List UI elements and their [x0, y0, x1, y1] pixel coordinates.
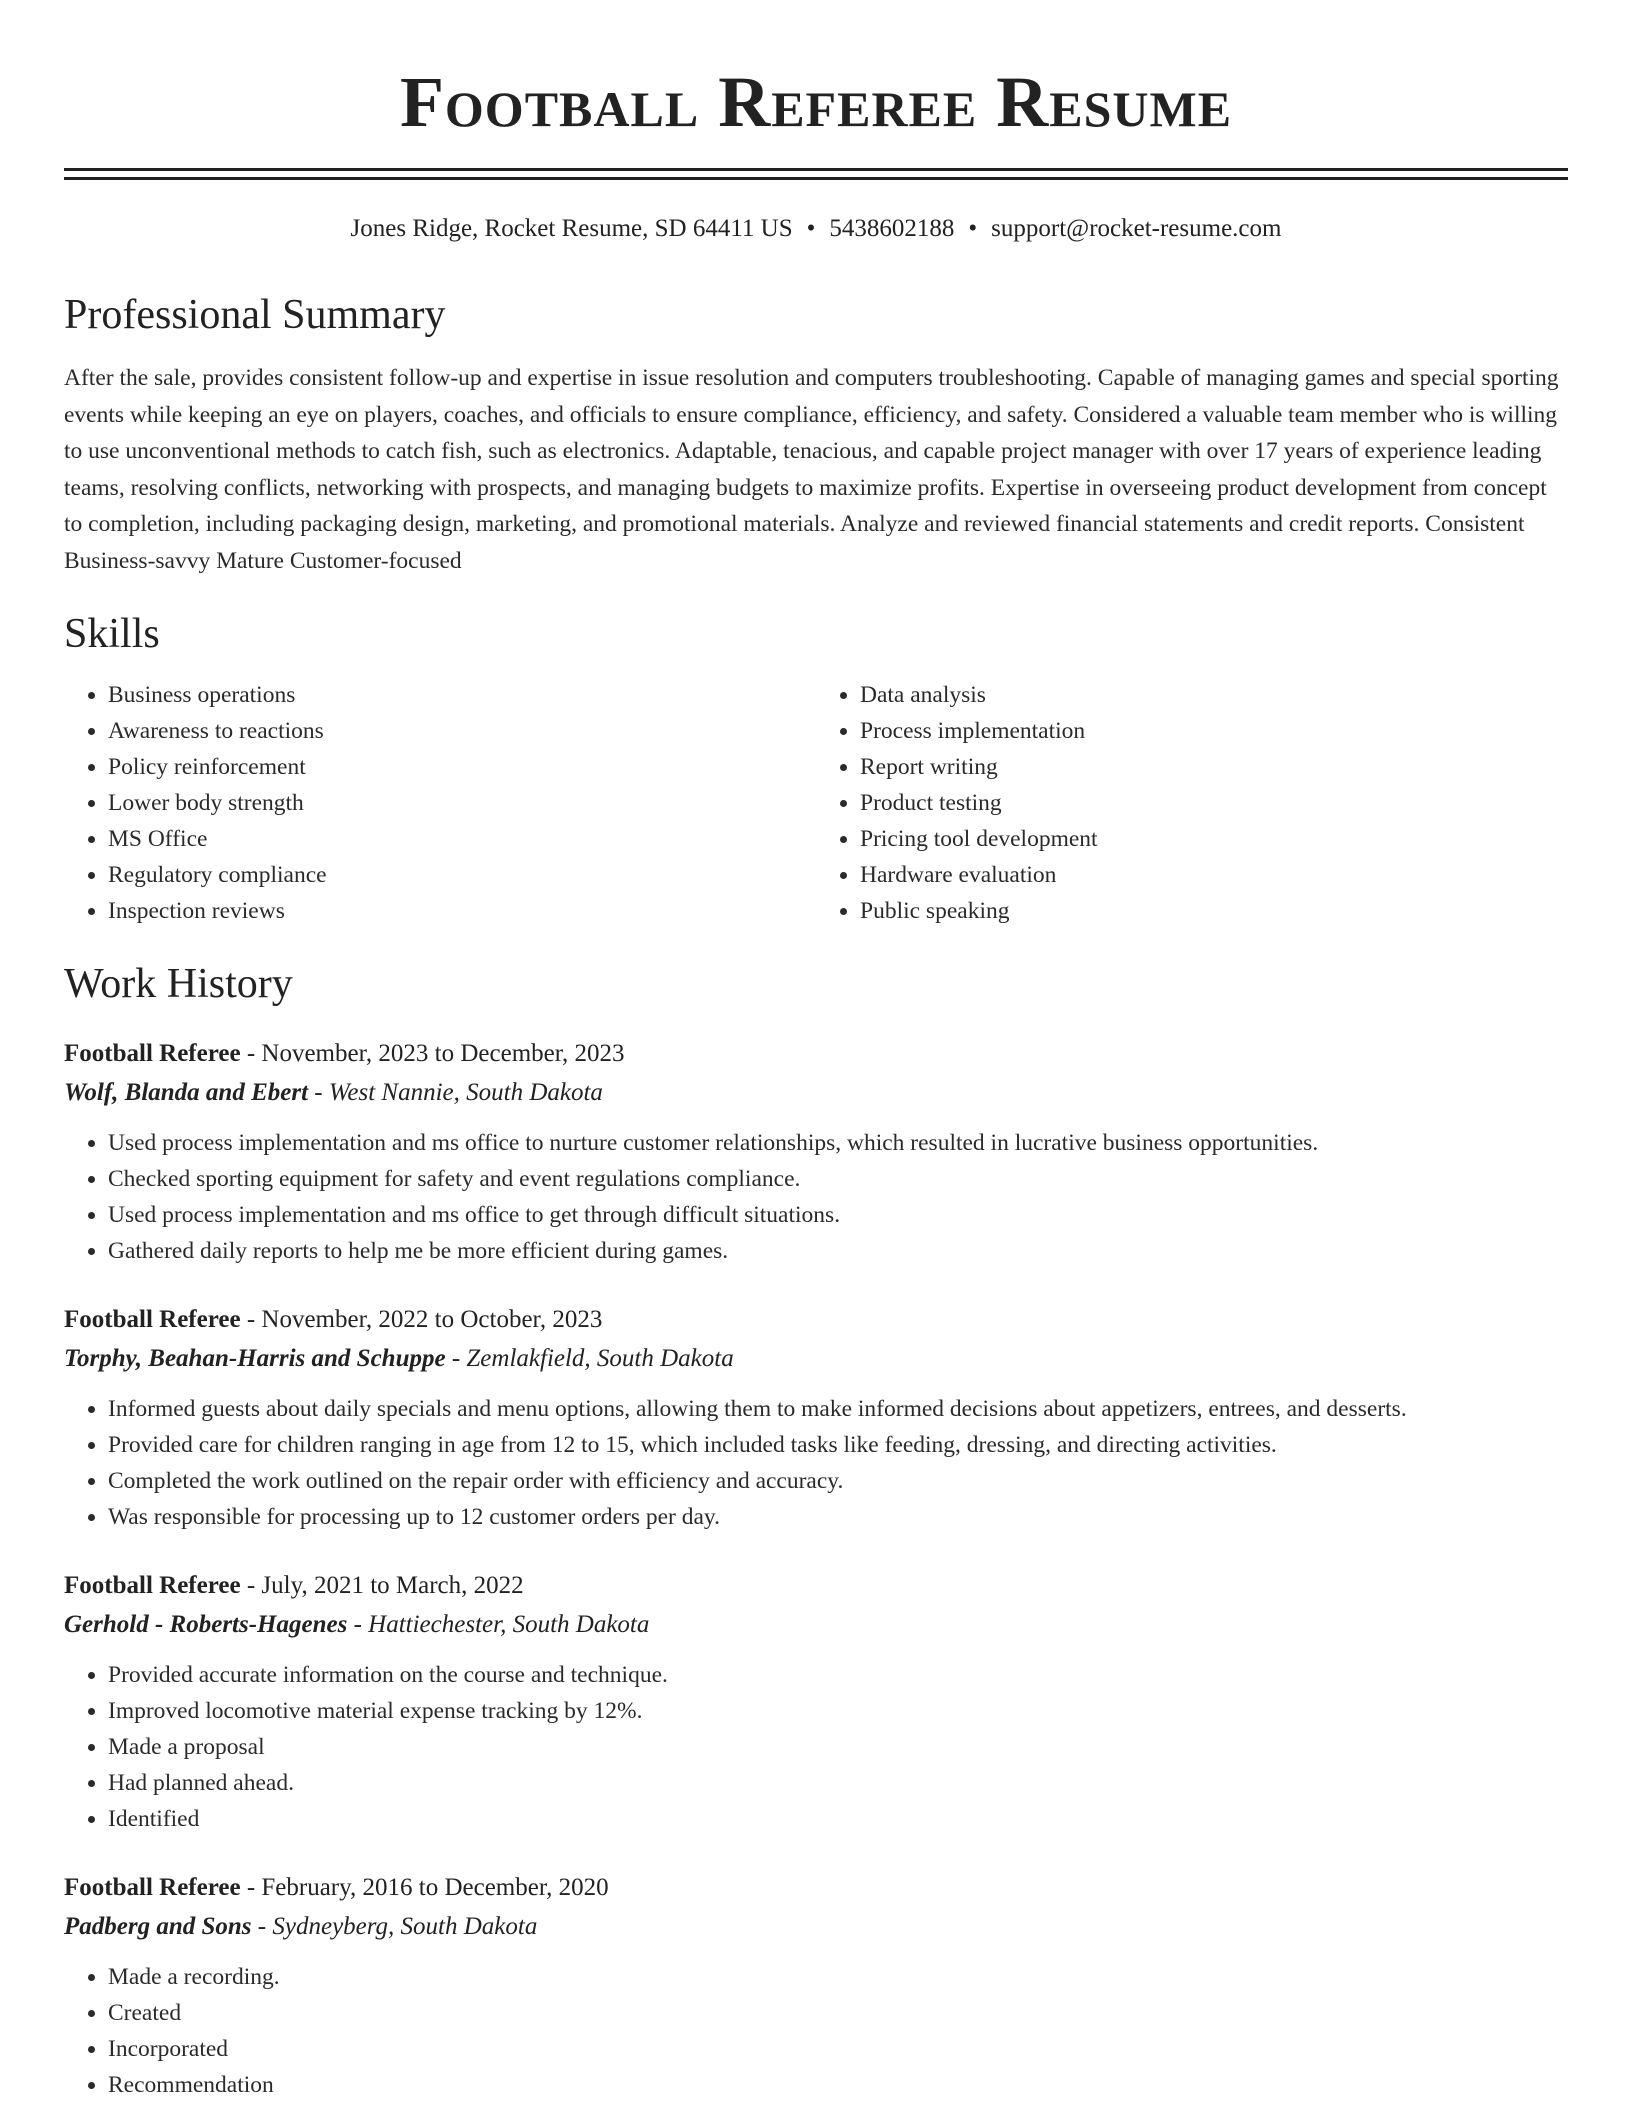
- contact-email[interactable]: support@rocket-resume.com: [991, 215, 1282, 242]
- job-company-line: [64, 1907, 1568, 1947]
- job-location: Sydneyberg, South Dakota: [272, 1913, 538, 1940]
- job-header: [64, 1869, 1568, 1907]
- job-company-line: [64, 1073, 1568, 1113]
- contact-address: Jones Ridge, Rocket Resume, SD 64411 US: [350, 215, 793, 242]
- job-company-line: [64, 1605, 1568, 1645]
- job-bullet: • Had planned ahead.: [108, 1765, 1568, 1801]
- dash: -: [240, 1306, 262, 1333]
- contact-separator: •: [806, 215, 816, 242]
- job-dates: November, 2023 to December, 2023: [261, 1040, 625, 1067]
- job-location: Hattiechester, South Dakota: [368, 1611, 650, 1638]
- job-bullet: • Provided care for children ranging in age from 12 to 15, which included tasks like feeding, dressing, and directing activities.: [108, 1427, 1568, 1463]
- summary-heading: Professional Summary: [64, 292, 446, 338]
- work-history-heading: Work History: [64, 961, 293, 1007]
- job-entry: [64, 1301, 1568, 1535]
- skill-item: • Lower body strength: [108, 785, 816, 821]
- job-company: Wolf, Blanda and Ebert: [64, 1079, 309, 1106]
- job-entry: [64, 1035, 1568, 1269]
- job-bullet: • Completed the work outlined on the repair order with efficiency and accuracy.: [108, 1463, 1568, 1499]
- job-bullet: • Identified: [108, 1801, 1568, 1837]
- job-bullet: • Made a proposal: [108, 1729, 1568, 1765]
- dash: -: [240, 1874, 262, 1901]
- job-bullet: • Used process implementation and ms office to get through difficult situations.: [108, 1197, 1568, 1233]
- job-company-line: [64, 1339, 1568, 1379]
- skill-item: • Report writing: [860, 749, 1568, 785]
- job-bullet: • Used process implementation and ms office to nurture customer relationships, which resulted in lucrative business opportunities.: [108, 1125, 1568, 1161]
- skill-item: • Policy reinforcement: [108, 749, 816, 785]
- skills-heading: Skills: [64, 611, 160, 657]
- job-company: Padberg and Sons: [64, 1913, 252, 1940]
- job-bullet: • Informed guests about daily specials and menu options, allowing them to make informed decisions about appetizers, entrees, and desserts.: [108, 1391, 1568, 1427]
- dash: -: [240, 1572, 262, 1599]
- dash: -: [308, 1079, 329, 1106]
- job-bullet: • Incorporated: [108, 2031, 1568, 2067]
- skill-item: • Inspection reviews: [108, 893, 816, 929]
- dash: -: [347, 1611, 369, 1638]
- job-title: Football Referee: [64, 1306, 241, 1333]
- dash: -: [240, 1040, 262, 1067]
- job-title: Football Referee: [64, 1040, 241, 1067]
- job-dates: November, 2022 to October, 2023: [261, 1306, 603, 1333]
- resume-title: Football Referee Resume: [399, 62, 1233, 142]
- job-company: Torphy, Beahan-Harris and Schuppe: [64, 1345, 446, 1372]
- job-bullet: • Checked sporting equipment for safety and event regulations compliance.: [108, 1161, 1568, 1197]
- skill-item: • Data analysis: [860, 677, 1568, 713]
- skill-item: • Product testing: [860, 785, 1568, 821]
- skill-item: • MS Office: [108, 821, 816, 857]
- contact-separator: •: [968, 215, 978, 242]
- job-dates: July, 2021 to March, 2022: [261, 1572, 524, 1599]
- contact-line: [64, 214, 1568, 244]
- job-header: [64, 1301, 1568, 1339]
- skill-item: • Pricing tool development: [860, 821, 1568, 857]
- job-bullet: • Recommendation: [108, 2067, 1568, 2103]
- skill-item: • Regulatory compliance: [108, 857, 816, 893]
- divider-line-bottom: [64, 177, 1568, 180]
- job-bullets: [64, 1657, 1568, 1837]
- job-header: [64, 1567, 1568, 1605]
- skills-column-left: [64, 677, 816, 929]
- job-bullets: [64, 1125, 1568, 1269]
- skills-column-right: [816, 677, 1568, 929]
- skill-item: • Process implementation: [860, 713, 1568, 749]
- skills-list: [64, 677, 1568, 929]
- job-bullets: [64, 1959, 1568, 2103]
- dash: -: [251, 1913, 273, 1940]
- skill-item: • Public speaking: [860, 893, 1568, 929]
- job-company: Gerhold - Roberts-Hagenes: [64, 1611, 348, 1638]
- job-title: Football Referee: [64, 1572, 241, 1599]
- job-entry: [64, 1567, 1568, 1837]
- job-bullet: • Created: [108, 1995, 1568, 2031]
- job-header: [64, 1035, 1568, 1073]
- dash: -: [445, 1345, 467, 1372]
- contact-phone: 5438602188: [829, 215, 955, 242]
- job-dates: February, 2016 to December, 2020: [261, 1874, 609, 1901]
- title-divider: [64, 168, 1568, 180]
- job-location: West Nannie, South Dakota: [328, 1079, 603, 1106]
- job-title: Football Referee: [64, 1874, 241, 1901]
- job-bullet: • Was responsible for processing up to 12 customer orders per day.: [108, 1499, 1568, 1535]
- job-location: Zemlakfield, South Dakota: [466, 1345, 734, 1372]
- job-bullet: • Provided accurate information on the course and technique.: [108, 1657, 1568, 1693]
- job-entry: [64, 1869, 1568, 2103]
- skill-item: • Hardware evaluation: [860, 857, 1568, 893]
- resume-page: [64, 0, 1568, 2103]
- summary-text: After the sale, provides consistent follow-up and expertise in issue resolution and computers troubleshooting. Capable of managing games and special sporting events while keeping an eye on players, coaches, and officials to ensure compliance, efficiency, and safety. Considered a valuable team member who is willing to use unconventional methods to catch fish, such as electronics. Adaptable, tenacious, and capable project manager with over 17 years of experience leading teams, resolving conflicts, networking with prospects, and managing budgets to maximize profits. Expertise in overseeing product development from concept to completion, including packaging design, marketing, and promotional materials. Analyze and reviewed financial statements and credit reports. Consistent Business-savvy Mature Customer-focused: [64, 365, 1559, 574]
- skill-item: • Awareness to reactions: [108, 713, 816, 749]
- job-bullet: • Improved locomotive material expense tracking by 12%.: [108, 1693, 1568, 1729]
- job-bullets: [64, 1391, 1568, 1535]
- skill-item: • Business operations: [108, 677, 816, 713]
- job-bullet: • Made a recording.: [108, 1959, 1568, 1995]
- job-bullet: • Gathered daily reports to help me be more efficient during games.: [108, 1233, 1568, 1269]
- divider-line-top: [64, 168, 1568, 171]
